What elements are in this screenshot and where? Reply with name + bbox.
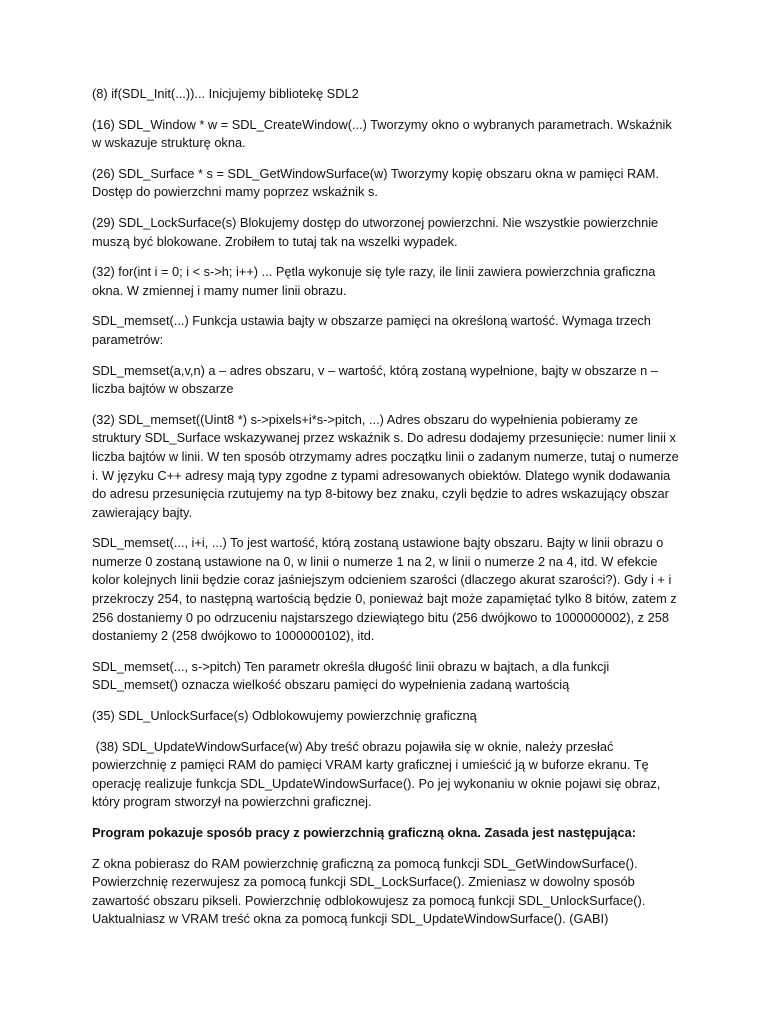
paragraph-memset-params: SDL_memset(a,v,n) a – adres obszaru, v – wartość, którą zostaną wypełnione, bajty w obszarze n – liczba bajtów w obszarze [92,362,662,397]
paragraph-get-window-surface: (26) SDL_Surface * s = SDL_GetWindowSurface(w) Tworzymy kopię obszaru okna w pamięci RAM. Dostęp do powierzchni mamy poprzez wskaźnik s. [92,165,663,200]
paragraph-memset-intro: SDL_memset(...) Funkcja ustawia bajty w obszarze pamięci na określoną wartość. Wymaga trzech parametrów: [92,313,655,347]
paragraph-for-loop: (32) for(int i = 0; i < s->h; i++) ... Pętla wykonuje się tyle razy, ile linii zawiera powierzchnia graficzna okna. W zmiennej i mamy numer linii obrazu. [92,264,659,298]
document-page [92,85,682,941]
paragraph-update-window-surface: (38) SDL_UpdateWindowSurface(w) Aby treść obrazu pojawiła się w oknie, należy przesłać powierzchnię z pamięci RAM do pamięci VRAM karty graficznej i umieścić ją w buforze ekranu. Tę operację realizuje funkcja SDL_UpdateWindowSurface(). Po jej wykonaniu w oknie pojawi się obraz, który program stworzył na powierzchni graficznej. [92,738,664,810]
paragraph-summary-heading: Program pokazuje sposób pracy z powierzchnią graficzną okna. Zasada jest następująca: [92,825,637,840]
paragraph-sdl-init: (8) if(SDL_Init(...))... Inicjujemy bibliotekę SDL2 [92,86,359,101]
paragraph-lock-surface: (29) SDL_LockSurface(s) Blokujemy dostęp do utworzonej powierzchni. Nie wszystkie powierzchnie muszą być blokowane. Zrobiłem to tutaj tak na wszelki wypadek. [92,214,662,249]
paragraph-memset-value: SDL_memset(..., i+i, ...) To jest wartość, którą zostaną ustawione bajty obszaru. Bajty w linii obrazu o numerze 0 zostaną ustawione na 0, w linii o numerze 1 na 2, w linii o numerze 2 na 4, itd. W efekcie kolor kolejnych linii będzie coraz jaśniejszym odcieniem szarości (dlaczego akurat szarości?). Gdy i + i przekroczy 254, to następną wartością będzie 0, ponieważ bajt może zapamiętać tylko 8 bitów, zatem z 256 dostaniemy 0 po odrzuceniu najstarszego dziewiątego bitu (256 dwójkowo to 1000000002), z 258 dostaniemy 2 (258 dwójkowo to 1000000102), itd. [92,535,681,644]
paragraph-summary-body: Z okna pobierasz do RAM powierzchnię graficzną za pomocą funkcji SDL_GetWindowSurface(). Powierzchnię rezerwujesz za pomocą funkcji SDL_LockSurface(). Zmieniasz w dowolny sposób zawartość obszaru pikseli. Powierzchnię odblokowujesz za pomocą funkcji SDL_UnlockSurface(). Uaktualniasz w VRAM treść okna za pomocą funkcji SDL_UpdateWindowSurface(). (GABI) [92,855,649,927]
paragraph-unlock-surface: (35) SDL_UnlockSurface(s) Odblokowujemy powierzchnię graficzną [92,708,477,724]
paragraph-memset-pitch: SDL_memset(..., s->pitch) Ten parametr określa długość linii obrazu w bajtach, a dla funkcji SDL_memset() oznacza wielkość obszaru pamięci do wypełnienia zadaną wartością [92,658,613,693]
paragraph-create-window: (16) SDL_Window * w = SDL_CreateWindow(...) Tworzymy okno o wybranych parametrach. Wskaźnik w wskazuje strukturę okna. [92,116,676,151]
paragraph-memset-address: (32) SDL_memset((Uint8 *) s->pixels+i*s->pitch, ...) Adres obszaru do wypełnienia pobieramy ze struktury SDL_Surface wskazywanej przez wskaźnik s. Do adresu dodajemy przesunięcie: numer linii x liczba bajtów w linii. W ten sposób otrzymamy adres początku linii o zadanym numerze, tutaj o numerze i. W języku C++ adresy mają typy zgodne z typami adresowanych obiektów. Dlatego wynik dodawania do adresu przesunięcia rzutujemy na typ 8-bitowy bez znaku, czyli będzie to adres wskazujący obszar zawierający bajty. [92,411,683,520]
